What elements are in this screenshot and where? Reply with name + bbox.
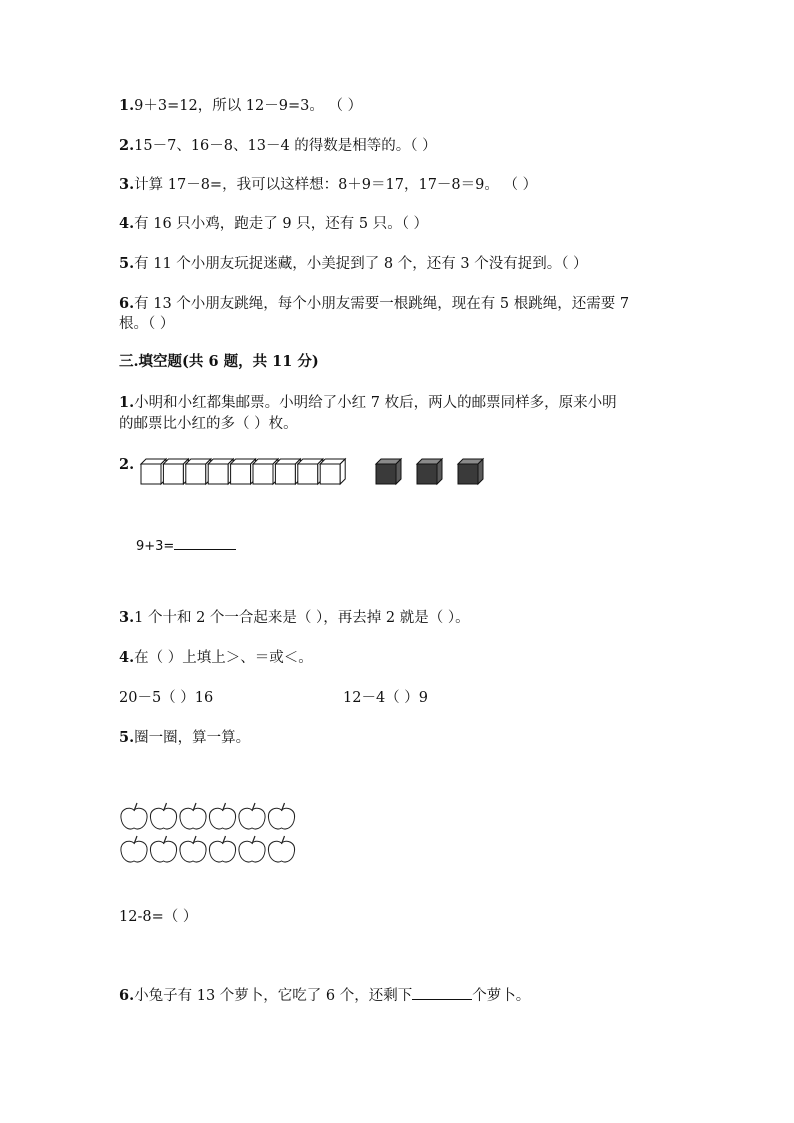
white-cube [141,459,166,484]
white-cube [320,459,345,484]
dark-cube [458,459,483,484]
fill-item-2 [119,455,134,475]
equation-text: 9+3= [136,539,175,554]
apple [239,803,265,829]
judge-item-6 [119,294,629,314]
white-cube [275,459,300,484]
item-number: 2. [119,137,135,154]
white-cube [231,459,256,484]
apple [239,836,265,862]
item-text: 小兔子有 13 个萝卜，它吃了 6 个，还剩下 [134,988,413,1004]
fill-item-6 [119,985,530,1006]
item-number: 4. [119,649,135,666]
item-text: 15－7、16－8、13－4 的得数是相等的。（ ） [134,138,437,154]
apple [209,803,235,829]
fill-item-1-cont [119,414,298,434]
judge-item-4 [119,214,428,234]
fill-item-5-equation: 12-8=（ ） [119,909,198,925]
cubes-figure [140,459,490,489]
judge-item-3 [119,175,537,195]
white-cube [253,459,278,484]
white-cube [163,459,188,484]
judge-item-2 [119,136,437,156]
item-text: 有 16 只小鸡，跑走了 9 只，还有 5 只。（ ） [134,216,429,232]
item-text-cont: 的邮票比小红的多（ ）枚。 [119,416,298,432]
item-text: 1 个十和 2 个一合起来是（ ），再去掉 2 就是（ ）。 [134,610,470,626]
item-number: 6. [119,295,135,312]
item-text: 小明和小红都集邮票。小明给了小红 7 枚后，两人的邮票同样多，原来小明 [134,395,617,411]
answer-blank[interactable] [174,535,236,550]
apple [180,803,206,829]
item-number: 2. [119,456,135,473]
item-number: 5. [119,255,135,272]
fill-item-3 [119,608,470,628]
dark-cube [417,459,442,484]
compare-right: 12－4（ ）9 [343,690,429,706]
item-text-after: 个萝卜。 [472,988,531,1004]
white-cube [208,459,233,484]
apple [150,803,176,829]
item-text: 在（ ）上填上＞、＝或＜。 [134,650,313,666]
item-number: 4. [119,215,135,232]
item-number: 1. [119,394,135,411]
white-cube [298,459,323,484]
fill-item-1 [119,393,617,413]
apples-figure [120,801,305,867]
compare-left: 20－5（ ）16 [119,690,214,706]
answer-blank[interactable] [412,985,472,1000]
fill-item-2-equation [136,535,236,557]
judge-item-6-cont [119,314,174,334]
item-text: 计算 17－8=，我可以这样想：8＋9＝17，17－8＝9。 （ ） [134,177,538,193]
item-text: 有 13 个小朋友跳绳，每个小朋友需要一根跳绳，现在有 5 根跳绳，还需要 7 [134,296,630,312]
apple [180,836,206,862]
fill-item-4 [119,648,313,668]
item-number: 3. [119,609,135,626]
item-number: 3. [119,176,135,193]
item-text: 9＋3=12，所以 12－9=3。 （ ） [134,98,363,114]
item-text: 有 11 个小朋友玩捉迷藏，小美捉到了 8 个，还有 3 个没有捉到。（ ） [134,256,588,272]
item-text: 圈一圈，算一算。 [134,730,251,746]
dark-cube [376,459,401,484]
apple [268,803,294,829]
item-number: 6. [119,987,135,1004]
apple [121,803,147,829]
item-number: 1. [119,97,135,114]
apple [121,836,147,862]
judge-item-5 [119,254,588,274]
judge-item-1 [119,96,362,116]
apple [209,836,235,862]
apple [268,836,294,862]
item-text-cont: 根。（ ） [119,316,175,332]
section-title: 三.填空题(共 6 题，共 11 分) [119,353,319,370]
apple [150,836,176,862]
item-number: 5. [119,729,135,746]
white-cube [186,459,211,484]
fill-item-5 [119,728,250,748]
